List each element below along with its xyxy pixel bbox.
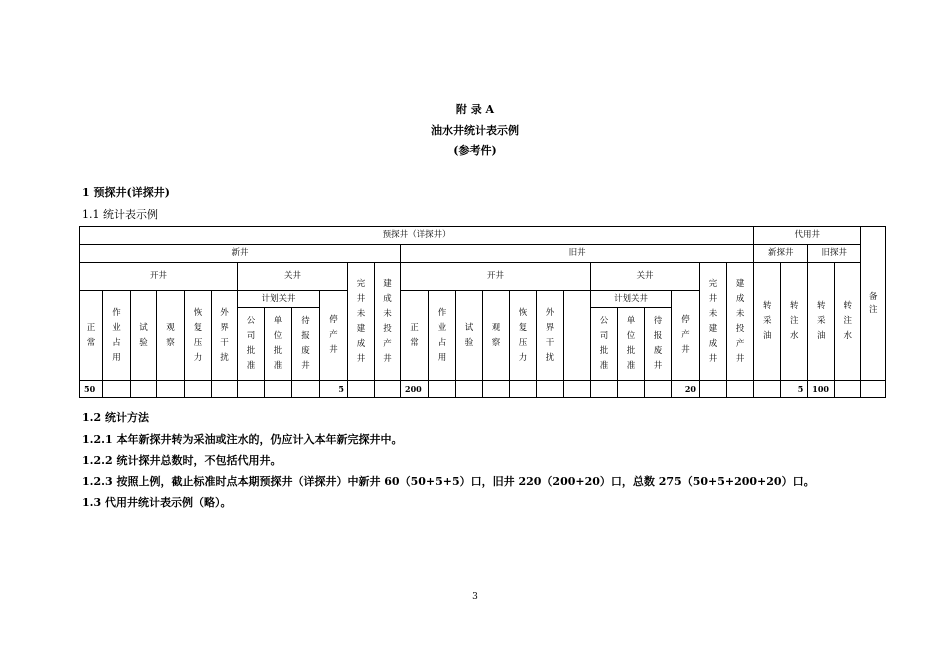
col-old-scrap: 待报废井 — [645, 308, 672, 381]
col-unit: 单位批准 — [265, 308, 292, 381]
method-heading: 1.2 统计方法 — [82, 411, 149, 424]
header-old-closed: 关井 — [591, 263, 700, 291]
table-cell — [537, 381, 564, 398]
header-old-open: 开井 — [401, 263, 591, 291]
col-old-blank — [564, 291, 591, 381]
table-cell — [618, 381, 645, 398]
col-old-stop: 停产井 — [672, 291, 700, 381]
appendix-label: 附 录 A — [455, 103, 495, 116]
table-cell — [292, 381, 320, 398]
value-sub-new-water: 5 — [781, 381, 808, 398]
header-exploration: 预探井（详探井） — [80, 227, 754, 245]
header-new-open: 开井 — [80, 263, 238, 291]
table-cell — [185, 381, 212, 398]
col-company: 公司批准 — [238, 308, 265, 381]
table-cell — [483, 381, 510, 398]
col-recover: 恢复压力 — [185, 291, 212, 381]
col-old-plan-closed: 计划关井 — [591, 291, 672, 308]
page-number: 3 — [472, 592, 478, 602]
table-cell — [835, 381, 861, 398]
header-new-built: 建成未投产井 — [375, 263, 401, 381]
header-to-water-2: 转注水 — [835, 263, 861, 381]
col-work: 作业占用 — [103, 291, 131, 381]
header-new-wells: 新井 — [80, 245, 401, 263]
col-old-work: 作业占用 — [429, 291, 456, 381]
col-scrap: 待报废井 — [292, 308, 320, 381]
col-plan-closed: 计划关井 — [238, 291, 320, 308]
col-observe: 观察 — [157, 291, 185, 381]
col-test: 试验 — [131, 291, 157, 381]
col-old-test: 试验 — [456, 291, 483, 381]
method-line-1: 1.2.1 本年新探井转为采油或注水的，仍应计入本年新完探井中。 — [82, 433, 403, 446]
method-line-4: 1.3 代用井统计表示例（略）。 — [82, 496, 232, 509]
section-heading: 1 预探井(详探井) — [82, 186, 170, 199]
subsection-heading: 1.1 统计表示例 — [82, 208, 158, 221]
header-old-built: 建成未投产井 — [727, 263, 754, 381]
table-cell — [754, 381, 781, 398]
table-cell — [265, 381, 292, 398]
header-new-closed: 关井 — [238, 263, 348, 291]
table-cell — [131, 381, 157, 398]
table-cell — [510, 381, 537, 398]
col-old-observe: 观察 — [483, 291, 510, 381]
header-substitute: 代用井 — [754, 227, 861, 245]
document-title: 油水井统计表示例 — [431, 124, 519, 137]
statistics-table — [79, 226, 886, 398]
value-new-built: 5 — [320, 381, 348, 398]
table-cell — [727, 381, 754, 398]
value-sub-old-oil: 100 — [808, 381, 835, 398]
table-cell — [564, 381, 591, 398]
table-cell — [700, 381, 727, 398]
table-cell — [456, 381, 483, 398]
table-cell — [861, 381, 886, 398]
table-cell — [157, 381, 185, 398]
header-to-oil-1: 转采油 — [754, 263, 781, 381]
table-cell — [645, 381, 672, 398]
col-old-unit: 单位批准 — [618, 308, 645, 381]
table-cell — [591, 381, 618, 398]
col-stop: 停产井 — [320, 291, 348, 381]
table-cell — [103, 381, 131, 398]
header-to-oil-2: 转采油 — [808, 263, 835, 381]
table-cell — [429, 381, 456, 398]
header-sub-new: 新探井 — [754, 245, 808, 263]
header-new-done: 完井未建成井 — [348, 263, 375, 381]
table-cell — [348, 381, 375, 398]
col-external: 外界干扰 — [212, 291, 238, 381]
col-old-recover: 恢复压力 — [510, 291, 537, 381]
method-line-3: 1.2.3 按照上例，截止标准时点本期预探井（详探井）中新井 60（50+5+5）口，旧井 220（200+20）口，总数 275（50+5+200+20）口。 — [82, 475, 815, 488]
col-old-company: 公司批准 — [591, 308, 618, 381]
col-old-normal: 正常 — [401, 291, 429, 381]
table-cell — [212, 381, 238, 398]
method-line-2: 1.2.2 统计探井总数时，不包括代用井。 — [82, 454, 282, 467]
value-new-normal: 50 — [80, 381, 103, 398]
header-old-wells: 旧井 — [401, 245, 754, 263]
header-remarks: 备注 — [861, 227, 886, 381]
header-to-water-1: 转注水 — [781, 263, 808, 381]
table-cell — [238, 381, 265, 398]
table-cell — [375, 381, 401, 398]
document-note: (参考件) — [453, 144, 497, 157]
header-sub-old: 旧探井 — [808, 245, 861, 263]
header-old-done: 完井未建成井 — [700, 263, 727, 381]
value-old-normal: 200 — [401, 381, 429, 398]
col-normal: 正常 — [80, 291, 103, 381]
value-old-stop: 20 — [672, 381, 700, 398]
col-old-external: 外界干扰 — [537, 291, 564, 381]
